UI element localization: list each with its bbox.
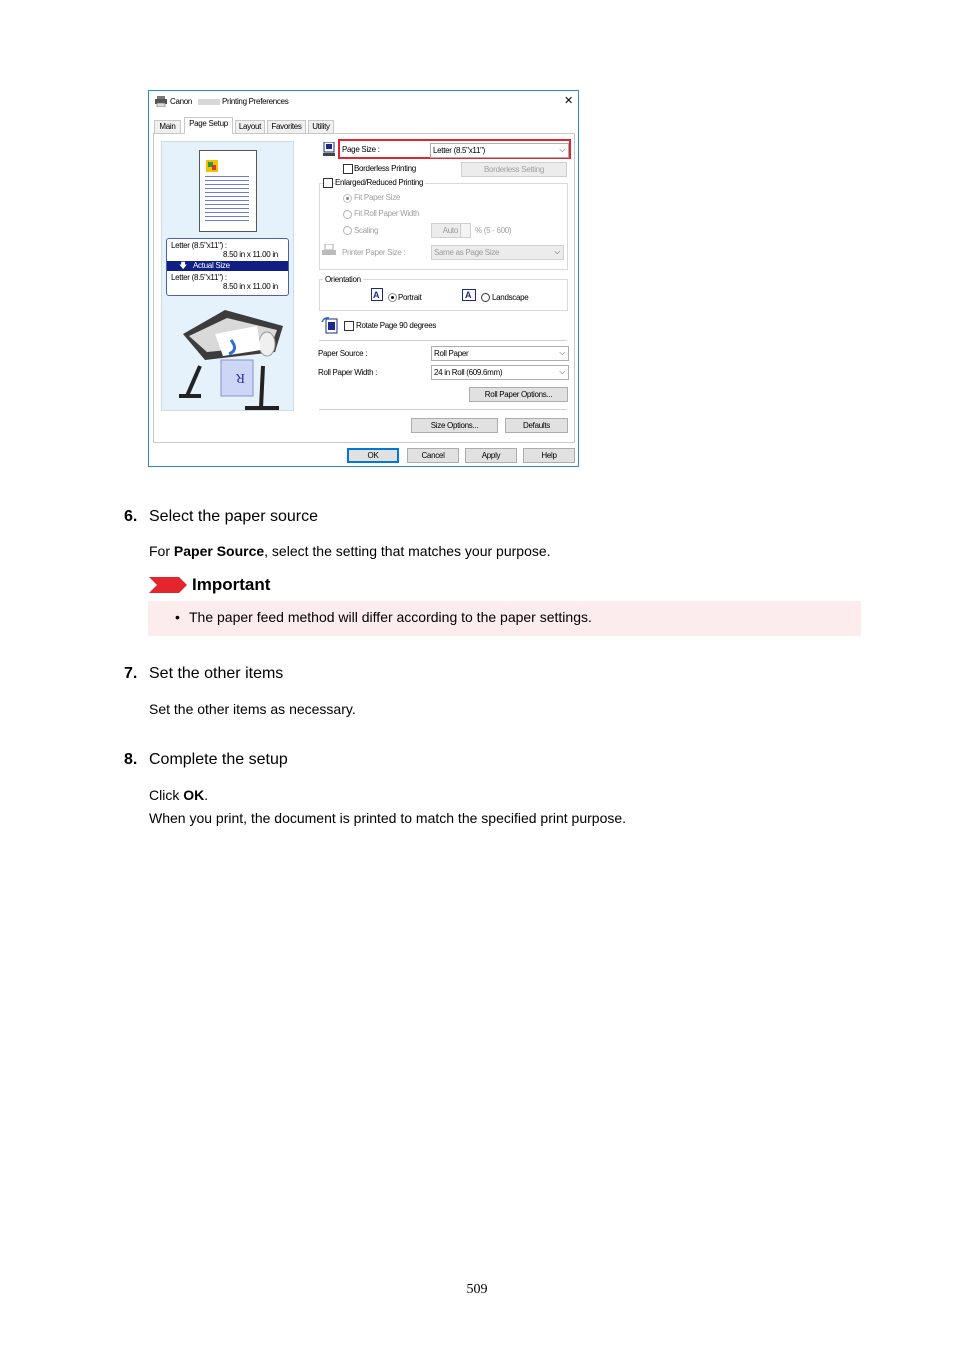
borderless-printing-checkbox[interactable] [343,164,353,174]
step-8-number: 8. [124,751,138,768]
tab-favorites[interactable]: Favorites [267,120,306,133]
chevron-down-icon: ⌵ [559,145,565,154]
rotate-90-checkbox[interactable] [344,321,354,331]
step-6-number: 6. [124,508,138,525]
roll-paper-width-dropdown[interactable]: 24 in Roll (609.6mm) ⌵ [431,365,569,380]
model-name-redaction [198,99,220,105]
cancel-button[interactable]: Cancel [407,448,459,463]
ok-term: OK [183,787,205,803]
scaling-radio[interactable] [343,226,352,235]
defaults-button[interactable]: Defaults [505,418,568,433]
orientation-label: Orientation [325,275,361,284]
portrait-radio[interactable] [388,293,397,302]
important-bullet: • [175,609,180,625]
paper-source-dropdown[interactable]: Roll Paper ⌵ [431,346,569,361]
enlarged-reduced-label: Enlarged/Reduced Printing [335,178,424,187]
dialog-title-bar [149,91,578,113]
step-8-body: Click OK. [149,787,209,803]
roll-paper-options-button[interactable]: Roll Paper Options... [469,387,568,402]
paper-size-info-box: Letter (8.5"x11") : 8.50 in x 11.00 in 🡇 Actual Size Letter (8.5"x11") : 8.50 in x 11.00 in [166,238,289,296]
landscape-icon [462,289,476,301]
scaling-spinner[interactable] [460,223,471,238]
page-preview [199,150,257,232]
page-size-label: Page Size : [342,145,380,154]
rotate-page-icon [321,316,339,334]
divider [319,409,567,410]
svg-text:R: R [235,370,245,385]
svg-text:A: A [465,290,472,300]
step-7-title: Set the other items [149,665,284,682]
help-button[interactable]: Help [523,448,575,463]
step-6-body: For Paper Source, select the setting that matches your purpose. [149,543,551,559]
large-format-printer-icon [175,304,287,410]
step-8-title: Complete the setup [149,751,288,768]
borderless-setting-button[interactable]: Borderless Setting [461,162,567,177]
tab-main[interactable]: Main [154,120,181,133]
borderless-printing-label: Borderless Printing [354,164,416,173]
dialog-title-brand: Canon [170,97,193,106]
step-6-title: Select the paper source [149,508,318,525]
ok-button[interactable]: OK [347,448,399,463]
divider [319,340,567,341]
page-size-dropdown[interactable]: Letter (8.5"x11") ⌵ [430,143,569,158]
printer-paper-size-icon [322,244,336,257]
page-number: 509 [466,1282,488,1297]
close-icon[interactable]: ✕ [564,95,573,107]
svg-text:A: A [373,290,380,300]
tab-utility[interactable]: Utility [308,120,334,133]
printer-paper-size-dropdown[interactable]: Same as Page Size ⌵ [431,245,564,260]
size-options-button[interactable]: Size Options... [411,418,498,433]
roll-paper-width-label: Roll Paper Width : [318,368,378,377]
actual-size-bar: 🡇 Actual Size [167,261,288,271]
important-arrows-icon [149,577,189,593]
portrait-icon [371,288,383,301]
tab-layout[interactable]: Layout [235,120,265,133]
printing-preferences-dialog: Canon Printing Preferences ✕ Main Page Setup Layout Favorites Utility Letter (8.5"x11") : 8.50 in x 11.00 in 🡇 Actual Size Letter (8.5"x11") : 8.50 in x 11.00 in R Page Size : Letter (8.5"x11") ⌵ Borderless Printing Borderless Setting Enlarged/Reduced Printing Fit Paper Size Fit Roll Paper Width Scaling Auto % (5 - 600) Printer Paper Size : Same as Page Size ⌵ Orientation A Portrait A Landscape Rotate Page 90 degrees Paper Source : Roll Paper ⌵ Roll Paper Width : 24 in Roll (609.6mm) ⌵ Roll Paper Options... Size Options... Defaults OK Cancel Apply Help [148,90,579,467]
step-7-number: 7. [124,665,138,682]
important-heading: Important [192,575,271,594]
important-text: The paper feed method will differ according to the paper settings. [189,609,592,625]
fit-paper-size-radio[interactable] [343,194,352,203]
step-7-body: Set the other items as necessary. [149,701,356,717]
page-size-icon [323,142,335,156]
paper-source-term: Paper Source [173,543,265,559]
scaling-input[interactable]: Auto [431,223,461,238]
tab-page-setup[interactable]: Page Setup [184,117,233,134]
dialog-title: Printing Preferences [222,97,289,106]
fit-roll-paper-width-radio[interactable] [343,210,352,219]
enlarged-reduced-checkbox[interactable] [323,178,333,188]
landscape-radio[interactable] [481,293,490,302]
printer-icon [155,96,167,107]
apply-button[interactable]: Apply [465,448,517,463]
step-8-body-2: When you print, the document is printed to match the specified print purpose. [149,810,627,826]
arrow-down-icon: 🡇 [179,261,187,270]
paper-source-label: Paper Source : [318,349,368,358]
